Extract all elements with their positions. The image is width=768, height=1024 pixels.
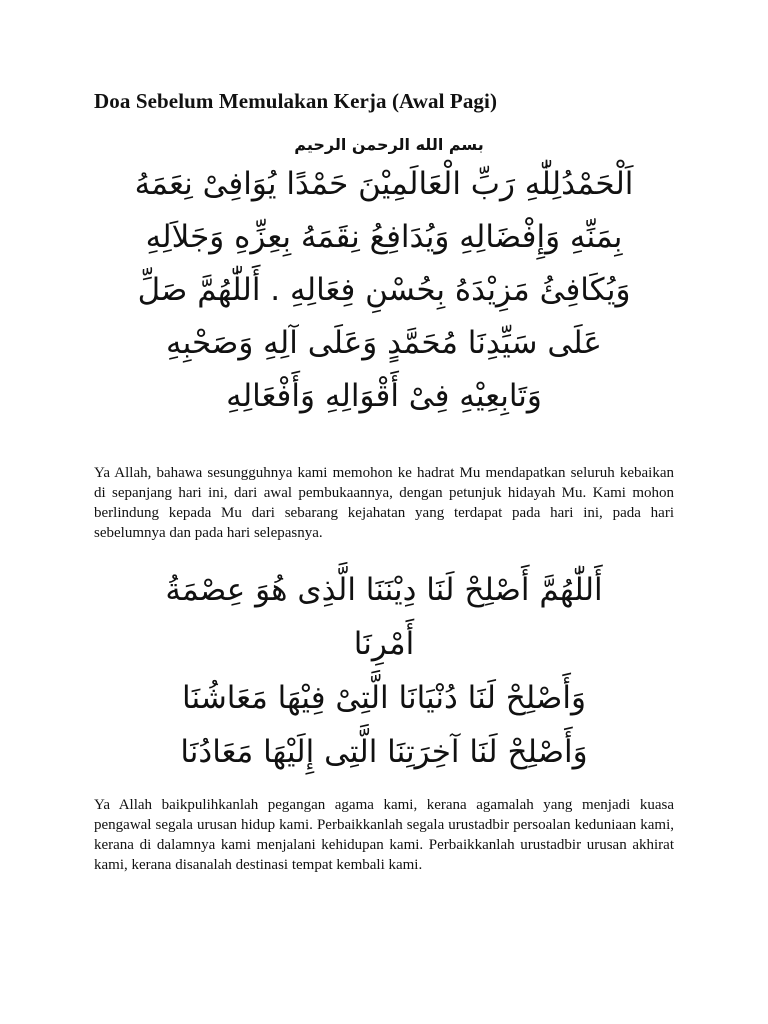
arabic-prayer-1-line: اَلْحَمْدُلِلّٰهِ رَبِّ الْعَالَمِيْنَ حَمْدًا يُوَافِىْ نِعَمَهُ <box>134 166 634 202</box>
arabic-prayer-2-line: أَللّٰهُمَّ أَصْلِحْ لَنَا دِيْنَنَا الَّذِى هُوَ عِصْمَةُ <box>165 572 603 608</box>
translation-paragraph-1: Ya Allah, bahawa sesungguhnya kami memohon ke hadrat Mu mendapatkan seluruh kebaikan di sepanjang hari ini, dari awal pembukaannya, dengan petunjuk hidayah Mu. Kami mohon berlindung kepada Mu dari sebarang kejahatan yang terdapat pada hari ini, pada hari sebelumnya dan pada hari selepasnya. <box>94 465 674 541</box>
arabic-prayer-2-line: وَأَصْلِحْ لَنَا آخِرَتِنَا الَّتِى إِلَيْهَا مَعَادُنَا <box>180 734 588 770</box>
arabic-prayer-1-line: وَيُكَافِئُ مَزِيْدَهُ بِحُسْنِ فِعَالِهِ . أَللّٰهُمَّ صَلِّ <box>137 272 631 308</box>
arabic-prayer-2-line: وَأَصْلِحْ لَنَا دُنْيَانَا الَّتِىْ فِيْهَا مَعَاشُنَا <box>182 680 586 716</box>
arabic-prayer-2 <box>94 563 674 779</box>
arabic-prayer-2-line: أَمْرِنَا <box>353 626 415 662</box>
document-page <box>94 80 674 875</box>
translation-paragraph-2: Ya Allah baikpulihkanlah pegangan agama kami, kerana agamalah yang menjadi kuasa pengawal segala urusan hidup kami. Perbaikkanlah segala urustadbir persoalan keduniaan kami, kerana di dalamnya kami menjalani kehidupan kami. Perbaikkanlah urustadbir urusan akhirat kami, kerana disanalah destinasi tempat kembali kami. <box>94 797 674 873</box>
arabic-prayer-1-line: عَلَى سَيِّدِنَا مُحَمَّدٍ وَعَلَى آلِهِ وَصَحْبِهِ <box>166 325 602 361</box>
document-title: Doa Sebelum Memulakan Kerja (Awal Pagi) <box>94 89 498 113</box>
arabic-prayer-1 <box>94 158 674 423</box>
bismillah-heading: بسم الله الرحمن الرحيم <box>294 135 484 154</box>
arabic-prayer-1-line: وَتَابِعِيْهِ فِىْ أَقْوَالِهِ وَأَفْعَالِهِ <box>226 378 542 414</box>
arabic-prayer-1-line: بِمَنِّهِ وَإِفْضَالِهِ وَيُدَافِعُ نِقَمَهُ بِعِزِّهِ وَجَلاَلِهِ <box>145 219 623 255</box>
